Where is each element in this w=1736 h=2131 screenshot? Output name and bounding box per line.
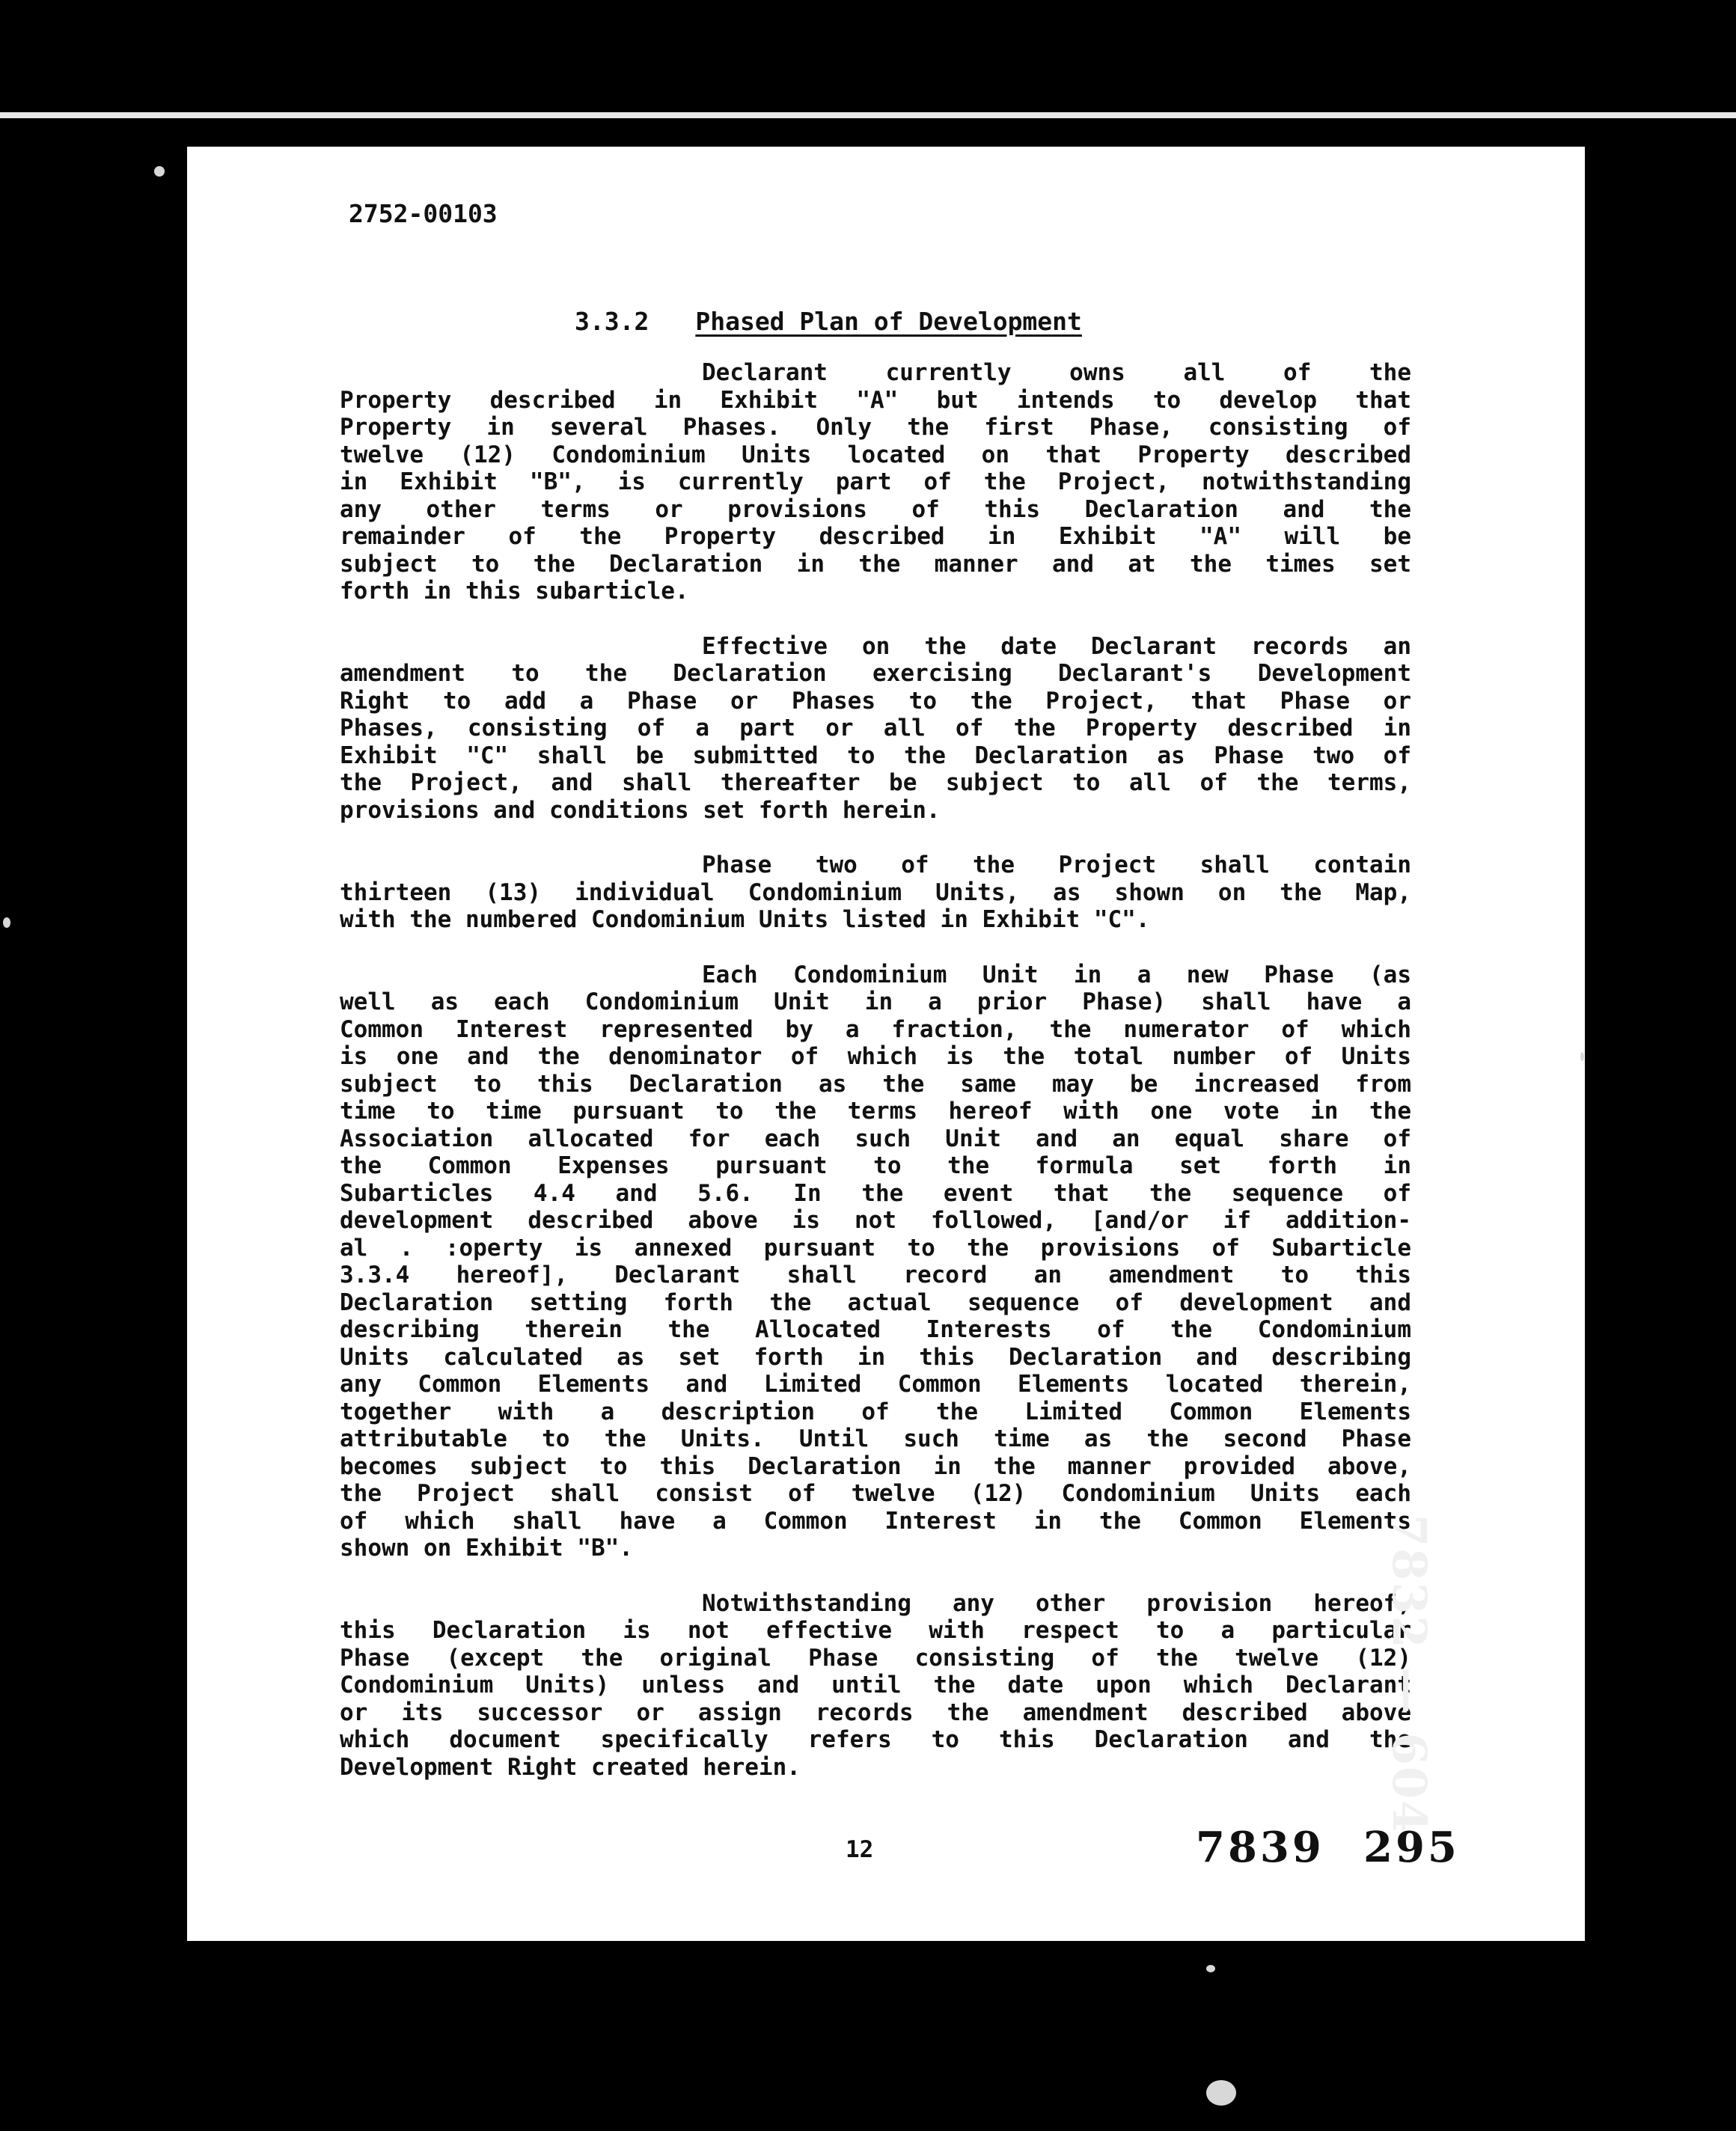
text-line: Phase (except the original Phase consisting of the twelve (12) <box>340 1644 1411 1672</box>
margin-annotation: 7832 — 604 <box>1382 1514 1437 1835</box>
text-line: amendment to the Declaration exercising Declarant's Development <box>340 660 1411 687</box>
scan-speck <box>1206 1965 1215 1972</box>
text-line: of which shall have a Common Interest in the Common Elements <box>340 1507 1411 1535</box>
text-line: Phases, consisting of a part or all of the Property described in <box>340 715 1411 742</box>
section-body <box>340 359 1411 1809</box>
text-line: al . :operty is annexed pursuant to the provisions of Subarticle <box>340 1234 1411 1262</box>
scan-speck <box>3 917 10 928</box>
text-line: 3.3.4 hereof], Declarant shall record an amendment to this <box>340 1262 1411 1288</box>
text-line: time to time pursuant to the terms hereof with one vote in the <box>340 1098 1411 1125</box>
text-line: attributable to the Units. Until such time as the second Phase <box>340 1425 1411 1452</box>
section-heading <box>575 307 1082 336</box>
text-line: Declarant currently owns all of the <box>702 359 1411 386</box>
text-line: Common Interest represented by a fraction, the numerator of which <box>340 1015 1411 1043</box>
text-line: Phase two of the Project shall contain <box>702 852 1411 878</box>
text-line: becomes subject to this Declaration in the manner provided above, <box>340 1452 1411 1480</box>
text-line: this Declaration is not effective with respect to a particular <box>340 1617 1411 1644</box>
text-line: Property described in Exhibit "A" but intends to develop that <box>340 386 1411 414</box>
paragraph <box>340 852 1411 934</box>
paragraph <box>340 961 1411 1562</box>
paragraph <box>340 633 1411 825</box>
text-line: together with a description of the Limited Common Elements <box>340 1398 1411 1425</box>
text-line: Condominium Units) unless and until the date upon which Declarant <box>340 1672 1411 1699</box>
text-line: is one and the denominator of which is the total number of Units <box>340 1043 1411 1070</box>
document-id: 2752-00103 <box>349 199 498 228</box>
text-line: Association allocated for each such Unit and an equal share of <box>340 1125 1411 1152</box>
text-line: subject to the Declaration in the manner and at the times set <box>340 550 1411 578</box>
text-line: Notwithstanding any other provision hereof, <box>702 1589 1411 1617</box>
section-title: Phased Plan of Development <box>695 307 1082 336</box>
text-line: or its successor or assign records the amendment described above <box>340 1699 1411 1726</box>
text-line: thirteen (13) individual Condominium Units, as shown on the Map, <box>340 878 1411 906</box>
text-line: Declaration setting forth the actual sequence of development and <box>340 1288 1411 1316</box>
paragraph <box>340 359 1411 605</box>
text-line: Subarticles 4.4 and 5.6. In the event that the sequence of <box>340 1179 1411 1207</box>
document-page <box>187 147 1585 1941</box>
text-line: any other terms or provisions of this Declaration and the <box>340 495 1411 523</box>
scan-top-rule <box>0 112 1736 118</box>
text-line: the Common Expenses pursuant to the formula set forth in <box>340 1152 1411 1179</box>
text-line: shown on Exhibit "B". <box>340 1535 633 1562</box>
text-line: Right to add a Phase or Phases to the Project, that Phase or <box>340 687 1411 715</box>
paragraph <box>340 1590 1411 1782</box>
text-line: remainder of the Property described in Exhibit "A" will be <box>340 523 1411 550</box>
text-line: Units calculated as set forth in this Declaration and describing <box>340 1343 1411 1371</box>
text-line: twelve (12) Condominium Units located on that Property described <box>340 441 1411 468</box>
text-line: forth in this subarticle. <box>340 578 689 605</box>
scan-speck <box>154 166 165 177</box>
text-line: with the numbered Condominium Units listed in Exhibit "C". <box>340 906 1150 933</box>
text-line: Development Right created herein. <box>340 1753 801 1781</box>
recording-stamp-book: 7839 <box>1196 1823 1324 1872</box>
scan-speck <box>1580 1052 1584 1061</box>
scan-speck <box>1206 2080 1236 2106</box>
text-line: Property in several Phases. Only the first Phase, consisting of <box>340 414 1411 441</box>
text-line: the Project shall consist of twelve (12) Condominium Units each <box>340 1480 1411 1507</box>
text-line: in Exhibit "B", is currently part of the Project, notwithstanding <box>340 468 1411 495</box>
text-line: which document specifically refers to this Declaration and the <box>340 1726 1411 1753</box>
text-line: subject to this Declaration as the same may be increased from <box>340 1070 1411 1098</box>
text-line: Each Condominium Unit in a new Phase (as <box>702 961 1411 988</box>
page-number: 12 <box>846 1836 874 1863</box>
text-line: describing therein the Allocated Interests of the Condominium <box>340 1316 1411 1343</box>
text-line: well as each Condominium Unit in a prior Phase) shall have a <box>340 988 1411 1015</box>
text-line: the Project, and shall thereafter be subject to all of the terms, <box>340 769 1411 796</box>
text-line: Effective on the date Declarant records an <box>702 632 1411 660</box>
text-line: provisions and conditions set forth herein. <box>340 796 941 824</box>
text-line: Exhibit "C" shall be submitted to the Declaration as Phase two of <box>340 742 1411 769</box>
text-line: development described above is not followed, [and/or if addition- <box>340 1207 1411 1234</box>
text-line: any Common Elements and Limited Common Elements located therein, <box>340 1371 1411 1398</box>
section-number: 3.3.2 <box>575 307 650 336</box>
recording-stamp-page: 295 <box>1363 1823 1460 1872</box>
